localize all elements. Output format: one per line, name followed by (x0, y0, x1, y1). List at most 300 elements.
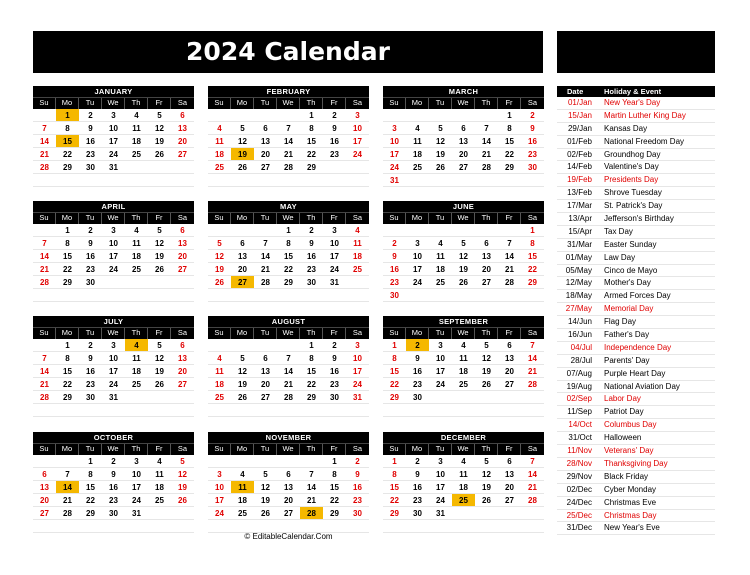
day-cell: 19 (231, 378, 254, 391)
day-cell (171, 507, 194, 520)
holiday-name: Valentine's Day (604, 162, 659, 172)
day-cell: 6 (498, 339, 521, 352)
day-cell: 14 (521, 468, 544, 481)
holiday-date: 17/Mar (567, 201, 592, 211)
day-cell (148, 276, 171, 289)
day-cell: 3 (102, 224, 125, 237)
day-cell: 30 (521, 161, 544, 174)
weekday-header (383, 97, 544, 109)
weekday-label: Mo (406, 98, 429, 109)
day-cell: 25 (208, 161, 231, 174)
holiday-date: 02/Sep (566, 394, 592, 404)
day-cell (452, 289, 475, 302)
day-cell (429, 109, 452, 122)
day-cell (56, 520, 79, 533)
holiday-row (557, 161, 715, 174)
day-cell: 27 (33, 507, 56, 520)
day-cell (300, 404, 323, 417)
holiday-name: Tax Day (604, 226, 633, 236)
day-cell: 26 (429, 161, 452, 174)
day-cell: 4 (208, 352, 231, 365)
day-cell (171, 404, 194, 417)
holiday-name: Jefferson's Birthday (604, 214, 674, 224)
weekday-label: Mo (231, 213, 254, 224)
day-cell: 8 (323, 468, 346, 481)
day-cell: 23 (406, 378, 429, 391)
day-cell: 18 (125, 250, 148, 263)
weekday-label: Tu (79, 444, 102, 455)
weekday-label: We (277, 98, 300, 109)
holiday-name: National Freedom Day (604, 136, 685, 146)
day-cell: 13 (452, 135, 475, 148)
day-cell (208, 455, 231, 468)
day-cell: 5 (148, 339, 171, 352)
month-september (383, 316, 544, 417)
day-cell: 19 (429, 148, 452, 161)
day-cell: 3 (429, 339, 452, 352)
day-cell: 16 (79, 365, 102, 378)
day-cell: 31 (102, 391, 125, 404)
day-cell: 30 (79, 391, 102, 404)
day-cell: 25 (208, 391, 231, 404)
day-cell: 4 (208, 122, 231, 135)
day-cell: 11 (208, 135, 231, 148)
day-cell (429, 174, 452, 187)
day-cell: 21 (475, 148, 498, 161)
day-cell: 7 (56, 468, 79, 481)
holiday-date: 14/Jun (567, 317, 592, 327)
weekday-label: Th (300, 328, 323, 339)
day-cell (452, 520, 475, 533)
holiday-row (557, 226, 715, 239)
day-cell: 21 (498, 263, 521, 276)
day-cell: 1 (277, 224, 300, 237)
day-cell: 7 (277, 122, 300, 135)
day-cell (406, 174, 429, 187)
day-cell: 14 (475, 135, 498, 148)
day-cell (125, 174, 148, 187)
day-cell (33, 109, 56, 122)
day-grid (383, 224, 544, 302)
day-cell (323, 404, 346, 417)
holiday-row (557, 265, 715, 278)
day-cell: 19 (452, 263, 475, 276)
day-cell (521, 391, 544, 404)
day-cell: 21 (33, 378, 56, 391)
day-cell: 12 (452, 250, 475, 263)
day-cell: 13 (254, 365, 277, 378)
day-cell: 11 (208, 365, 231, 378)
day-cell: 5 (208, 237, 231, 250)
day-cell (323, 161, 346, 174)
day-cell: 30 (102, 507, 125, 520)
day-cell: 9 (521, 122, 544, 135)
day-cell: 20 (33, 494, 56, 507)
weekday-label: Tu (254, 98, 277, 109)
day-cell: 10 (429, 468, 452, 481)
holiday-name: Christmas Eve (604, 497, 657, 507)
holiday-row (557, 393, 715, 406)
holiday-name: Parents' Day (604, 355, 650, 365)
day-cell: 13 (498, 352, 521, 365)
day-cell: 20 (231, 263, 254, 276)
day-cell: 30 (406, 507, 429, 520)
day-cell: 5 (429, 122, 452, 135)
holiday-list-header (557, 86, 715, 97)
day-cell: 3 (323, 224, 346, 237)
weekday-label: Th (475, 444, 498, 455)
day-cell: 30 (79, 161, 102, 174)
day-cell (208, 404, 231, 417)
day-cell: 30 (406, 391, 429, 404)
day-cell (521, 289, 544, 302)
weekday-label: Sa (346, 444, 369, 455)
day-cell: 3 (102, 339, 125, 352)
day-cell: 17 (208, 494, 231, 507)
day-cell: 26 (452, 276, 475, 289)
day-cell (102, 289, 125, 302)
holiday-name: St. Patrick's Day (604, 201, 663, 211)
day-cell: 24 (346, 148, 369, 161)
day-cell (498, 520, 521, 533)
weekday-label: Fr (323, 444, 346, 455)
weekday-label: Mo (231, 98, 254, 109)
day-cell: 28 (521, 378, 544, 391)
day-cell: 8 (300, 352, 323, 365)
day-cell (208, 224, 231, 237)
holiday-name: Presidents Day (604, 175, 659, 185)
day-cell: 4 (452, 455, 475, 468)
month-title: FEBRUARY (208, 86, 369, 97)
weekday-label: Su (383, 98, 406, 109)
day-cell: 26 (148, 148, 171, 161)
day-cell: 29 (300, 161, 323, 174)
day-cell: 12 (148, 352, 171, 365)
day-cell (33, 404, 56, 417)
weekday-label: Tu (254, 213, 277, 224)
month-title: JULY (33, 316, 194, 327)
day-cell (475, 507, 498, 520)
day-cell: 27 (171, 378, 194, 391)
holiday-name: Labor Day (604, 394, 641, 404)
day-cell: 26 (475, 378, 498, 391)
day-cell: 2 (323, 109, 346, 122)
day-cell: 1 (383, 339, 406, 352)
holiday-row (557, 342, 715, 355)
day-cell: 21 (300, 494, 323, 507)
day-cell: 27 (475, 276, 498, 289)
day-cell: 17 (125, 481, 148, 494)
day-cell: 13 (171, 237, 194, 250)
day-cell: 28 (33, 391, 56, 404)
day-cell: 24 (429, 378, 452, 391)
day-cell (452, 507, 475, 520)
day-grid (33, 455, 194, 533)
weekday-label: Mo (231, 444, 254, 455)
day-cell: 19 (231, 148, 254, 161)
day-cell (277, 455, 300, 468)
day-cell (79, 289, 102, 302)
day-cell (429, 224, 452, 237)
day-cell: 12 (208, 250, 231, 263)
day-cell: 29 (323, 507, 346, 520)
holiday-row (557, 329, 715, 342)
day-cell: 12 (429, 135, 452, 148)
day-cell: 5 (231, 352, 254, 365)
day-cell (475, 404, 498, 417)
weekday-label: Mo (231, 328, 254, 339)
day-cell: 3 (346, 339, 369, 352)
day-cell: 8 (56, 352, 79, 365)
day-grid (383, 455, 544, 533)
day-cell (231, 174, 254, 187)
day-cell: 24 (125, 494, 148, 507)
day-cell (79, 174, 102, 187)
day-grid (208, 455, 369, 533)
day-cell: 8 (56, 122, 79, 135)
day-cell: 25 (429, 276, 452, 289)
weekday-label: Th (125, 328, 148, 339)
holiday-date: 24/Dec (566, 497, 592, 507)
day-cell: 15 (300, 365, 323, 378)
day-cell: 30 (300, 276, 323, 289)
weekday-label: Fr (323, 98, 346, 109)
weekday-label: Su (33, 98, 56, 109)
day-cell: 9 (406, 468, 429, 481)
day-cell (452, 174, 475, 187)
holiday-name: Cinco de Mayo (604, 265, 658, 275)
month-title: JANUARY (33, 86, 194, 97)
day-cell (148, 507, 171, 520)
day-cell: 27 (254, 161, 277, 174)
day-cell (300, 289, 323, 302)
month-july (33, 316, 194, 417)
day-cell (383, 109, 406, 122)
holiday-event-header: Holiday & Event (604, 87, 662, 96)
day-cell: 24 (102, 378, 125, 391)
day-cell (231, 289, 254, 302)
day-cell: 2 (79, 109, 102, 122)
day-cell: 17 (102, 250, 125, 263)
day-cell: 20 (254, 378, 277, 391)
holiday-row (557, 484, 715, 497)
day-cell: 23 (300, 263, 323, 276)
day-cell: 25 (452, 494, 475, 507)
weekday-label: We (452, 98, 475, 109)
weekday-label: We (102, 444, 125, 455)
day-cell: 7 (33, 122, 56, 135)
day-cell (498, 404, 521, 417)
day-cell: 27 (171, 263, 194, 276)
day-cell: 20 (254, 148, 277, 161)
holiday-date: 31/Mar (567, 239, 592, 249)
holiday-row (557, 432, 715, 445)
day-cell (254, 224, 277, 237)
day-cell: 4 (231, 468, 254, 481)
day-cell: 18 (208, 148, 231, 161)
day-cell (406, 404, 429, 417)
month-title: SEPTEMBER (383, 316, 544, 327)
day-cell: 30 (323, 391, 346, 404)
day-cell (475, 520, 498, 533)
day-cell: 1 (79, 455, 102, 468)
day-cell: 16 (300, 250, 323, 263)
day-cell: 1 (56, 224, 79, 237)
day-cell (254, 404, 277, 417)
day-cell (56, 289, 79, 302)
day-cell: 6 (452, 122, 475, 135)
day-cell: 1 (323, 455, 346, 468)
weekday-label: Su (208, 213, 231, 224)
day-cell (148, 289, 171, 302)
holiday-row (557, 445, 715, 458)
weekday-header (33, 212, 194, 224)
weekday-label: Mo (406, 328, 429, 339)
day-cell: 30 (383, 289, 406, 302)
day-cell: 8 (383, 468, 406, 481)
weekday-label: Fr (148, 328, 171, 339)
holiday-row (557, 252, 715, 265)
day-cell: 4 (125, 339, 148, 352)
holiday-date: 05/May (565, 265, 592, 275)
day-cell (406, 109, 429, 122)
day-cell: 21 (277, 378, 300, 391)
weekday-label: Fr (148, 213, 171, 224)
day-cell (383, 404, 406, 417)
holiday-date: 31/Oct (568, 433, 592, 443)
weekday-header (208, 212, 369, 224)
holiday-row (557, 316, 715, 329)
day-cell: 5 (171, 455, 194, 468)
day-cell (277, 174, 300, 187)
day-cell: 12 (475, 468, 498, 481)
day-cell: 24 (208, 507, 231, 520)
day-cell (300, 455, 323, 468)
day-cell (429, 391, 452, 404)
day-cell: 11 (125, 122, 148, 135)
weekday-label: Sa (346, 213, 369, 224)
holiday-name: Purple Heart Day (604, 368, 666, 378)
holiday-name: Patriot Day (604, 407, 644, 417)
weekday-label: Fr (498, 444, 521, 455)
day-cell: 13 (254, 135, 277, 148)
day-cell: 29 (521, 276, 544, 289)
weekday-label: We (452, 213, 475, 224)
holiday-name: Columbus Day (604, 420, 657, 430)
day-cell: 28 (33, 161, 56, 174)
day-cell: 9 (300, 237, 323, 250)
day-cell (406, 224, 429, 237)
weekday-label: Sa (346, 98, 369, 109)
day-cell: 9 (383, 250, 406, 263)
day-cell: 10 (323, 237, 346, 250)
day-cell: 23 (346, 494, 369, 507)
holiday-row (557, 290, 715, 303)
day-cell: 19 (148, 250, 171, 263)
holiday-date-header: Date (567, 87, 584, 96)
day-cell: 11 (346, 237, 369, 250)
day-cell: 8 (300, 122, 323, 135)
day-cell (498, 507, 521, 520)
day-cell: 9 (79, 122, 102, 135)
day-cell: 14 (33, 135, 56, 148)
day-grid (33, 339, 194, 417)
day-cell: 11 (125, 352, 148, 365)
holiday-date: 01/Feb (567, 136, 592, 146)
day-cell: 11 (148, 468, 171, 481)
day-cell: 28 (300, 507, 323, 520)
holiday-name: New Year's Day (604, 98, 661, 107)
holiday-date: 01/Jan (567, 98, 592, 107)
day-cell: 10 (346, 352, 369, 365)
day-cell: 19 (475, 365, 498, 378)
day-cell: 31 (125, 507, 148, 520)
month-march (383, 86, 544, 187)
day-cell: 19 (208, 263, 231, 276)
day-cell: 8 (383, 352, 406, 365)
weekday-label: Sa (521, 213, 544, 224)
day-grid (33, 224, 194, 302)
day-cell: 10 (125, 468, 148, 481)
holiday-name: Veterans' Day (604, 446, 654, 456)
day-cell: 21 (254, 263, 277, 276)
weekday-label: Mo (56, 98, 79, 109)
day-cell: 24 (429, 494, 452, 507)
day-cell: 18 (231, 494, 254, 507)
day-cell: 14 (254, 250, 277, 263)
day-cell: 10 (102, 122, 125, 135)
month-title: OCTOBER (33, 432, 194, 443)
day-cell: 4 (125, 109, 148, 122)
day-cell (79, 520, 102, 533)
day-cell: 6 (277, 468, 300, 481)
day-cell: 7 (33, 237, 56, 250)
day-cell: 20 (171, 365, 194, 378)
day-cell: 14 (33, 365, 56, 378)
day-cell (475, 289, 498, 302)
weekday-label: Th (475, 213, 498, 224)
day-cell (33, 224, 56, 237)
day-cell: 1 (56, 339, 79, 352)
day-cell (254, 339, 277, 352)
day-cell: 19 (254, 494, 277, 507)
holiday-row (557, 136, 715, 149)
weekday-header (208, 327, 369, 339)
day-cell: 2 (383, 237, 406, 250)
day-cell (406, 289, 429, 302)
day-cell: 10 (102, 237, 125, 250)
month-november (208, 432, 369, 533)
holiday-row (557, 187, 715, 200)
day-cell (323, 174, 346, 187)
day-cell (277, 404, 300, 417)
day-cell: 1 (300, 339, 323, 352)
day-cell: 24 (102, 148, 125, 161)
day-cell: 12 (171, 468, 194, 481)
day-cell: 6 (254, 122, 277, 135)
day-cell: 18 (406, 148, 429, 161)
day-cell (300, 174, 323, 187)
day-cell: 10 (208, 481, 231, 494)
day-cell: 29 (383, 507, 406, 520)
day-cell: 31 (102, 161, 125, 174)
holiday-row (557, 200, 715, 213)
day-cell: 16 (383, 263, 406, 276)
day-cell: 19 (475, 481, 498, 494)
day-cell: 8 (79, 468, 102, 481)
day-cell: 23 (323, 378, 346, 391)
weekday-label: Sa (171, 328, 194, 339)
